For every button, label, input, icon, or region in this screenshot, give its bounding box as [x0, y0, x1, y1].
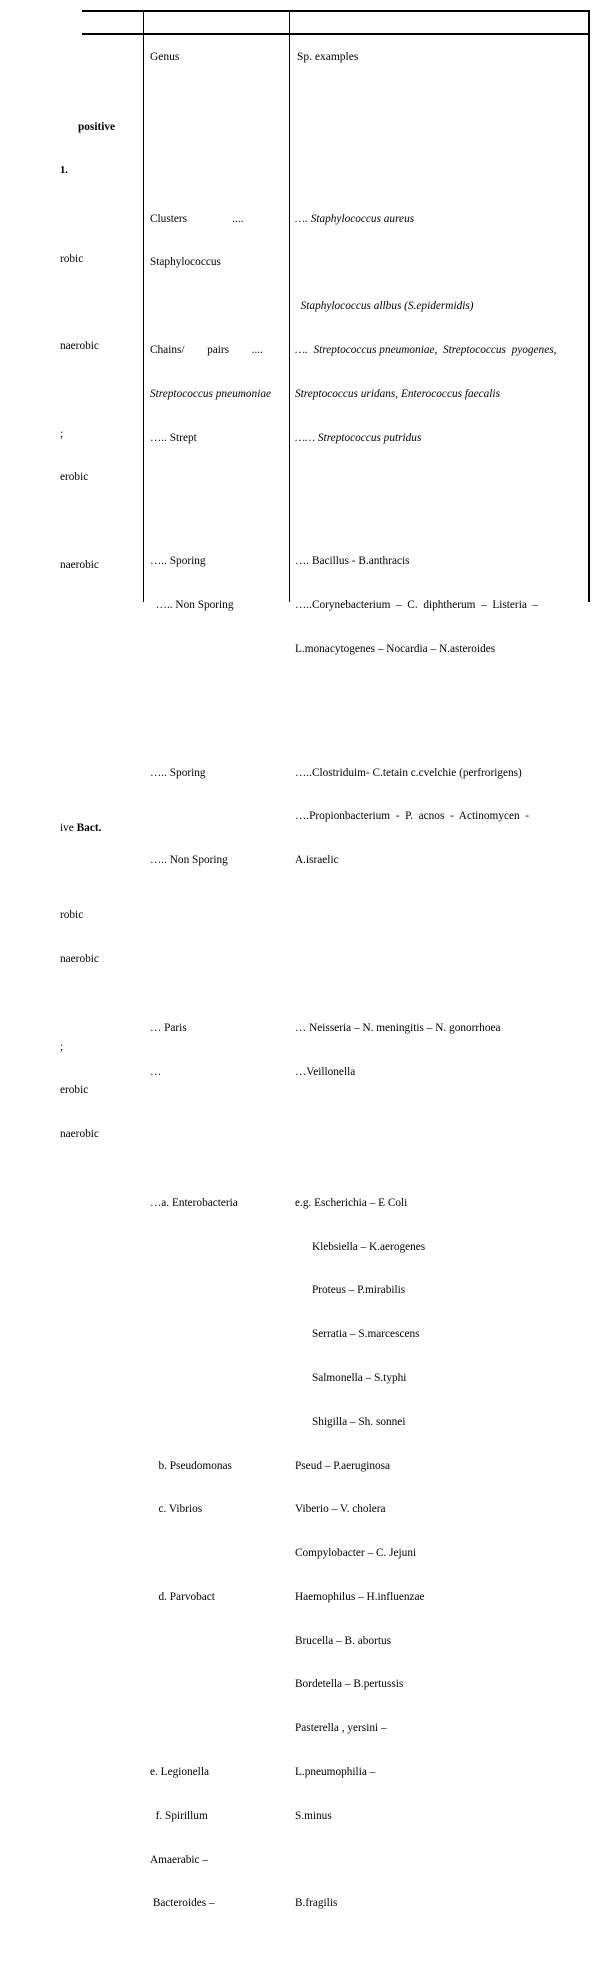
category-line: robic: [60, 909, 84, 922]
spacer: [150, 474, 288, 489]
spacer: [295, 686, 587, 701]
spacer: [150, 1240, 288, 1255]
genus-line: ….. Strept: [150, 431, 197, 444]
category-line: naerobic: [60, 340, 99, 353]
category-line: robic: [60, 252, 84, 265]
category-line: naerobic: [60, 1128, 99, 1141]
sp-line: ….Propionbacterium - P. acnos - Actinomycen -: [295, 810, 530, 823]
category-line: 1.: [60, 164, 68, 176]
sp-line: S.minus: [295, 1809, 332, 1822]
spacer: [150, 1283, 288, 1298]
table-column-genus: [148, 10, 288, 1976]
column-header-category: [60, 46, 142, 52]
sp-line: …..Corynebacterium – C. diphtherum – Listeria –: [295, 599, 539, 612]
sp-line: Bordetella – B.pertussis: [295, 1678, 404, 1691]
spacer: [150, 1546, 288, 1561]
spacer: [150, 1415, 288, 1430]
spacer: [150, 132, 288, 147]
sp-line: L.monacytogenes – Nocardia – N.asteroides: [295, 642, 496, 655]
table-column-category: [60, 10, 142, 1207]
genus-line: e. Legionella: [150, 1766, 209, 1778]
category-cell: [60, 91, 142, 1171]
sp-line: e.g. Escherichia – E Coli: [295, 1196, 408, 1209]
spacer: [295, 132, 587, 147]
genus-line: ….. Sporing: [150, 555, 206, 568]
spacer: [150, 1152, 288, 1167]
sp-line: … Neisseria – N. meningitis – N. gonorrhoea: [295, 1021, 501, 1034]
column-header-sp-examples: Sp. examples: [297, 51, 359, 63]
sp-line: Klebsiella – K.aerogenes: [295, 1240, 426, 1253]
spacer: [295, 1152, 587, 1167]
sp-line: Serratia – S.marcescens: [295, 1328, 420, 1341]
spacer: [150, 518, 288, 525]
category-line: positive: [78, 121, 116, 134]
genus-line: Chains/ pairs ....: [150, 344, 263, 356]
spacer: [60, 514, 142, 529]
spacer: [60, 295, 142, 310]
column-header-genus: Genus: [150, 51, 180, 63]
sp-line: …. Streptococcus pneumoniae, Streptococcus pyogenes,: [295, 344, 557, 356]
genus-line: …: [150, 1065, 162, 1078]
genus-line: d. Parvobact: [150, 1590, 215, 1603]
sp-line: Proteus – P.mirabilis: [295, 1284, 406, 1297]
spacer: [60, 646, 142, 661]
genus-line: ….. Non Sporing: [150, 599, 234, 612]
spacer: [60, 864, 142, 879]
spacer: [295, 897, 587, 912]
spacer: [60, 777, 142, 792]
sp-line: …. Bacillus - B.anthracis: [295, 555, 410, 568]
spacer: [150, 686, 288, 701]
spacer: [60, 689, 142, 704]
spacer: [60, 996, 142, 1011]
sp-line: Staphylococcus allbus (S.epidermidis): [295, 300, 474, 313]
sp-line: Pseud – P.aeruginosa: [295, 1459, 391, 1472]
spacer: [60, 208, 142, 223]
spacer: [295, 1853, 587, 1868]
genus-line: c. Vibrios: [150, 1503, 203, 1516]
sp-line: L.pneumophilia –: [295, 1766, 376, 1778]
spacer: [295, 175, 587, 182]
sp-line: B.fragilis: [295, 1897, 338, 1910]
spacer: [150, 897, 288, 912]
sp-line: A.israelic: [295, 854, 339, 867]
spacer: [295, 1108, 587, 1123]
spacer: [150, 175, 288, 182]
spacer: [150, 1371, 288, 1386]
category-line: ;: [60, 1040, 64, 1053]
genus-line: f. Spirillum: [150, 1809, 208, 1822]
spacer: [150, 1677, 288, 1692]
genus-line: Streptococcus pneumoniae: [150, 387, 271, 400]
spacer: [150, 809, 288, 824]
spacer: [150, 1327, 288, 1342]
genus-cell: [148, 103, 288, 1941]
spacer: [295, 941, 587, 956]
spacer: [150, 985, 288, 992]
sp-line: …..Clostriduim- C.tetain c.cvelchie (perfrorigens): [295, 766, 522, 779]
spacer: [295, 985, 587, 992]
sp-line: …. Staphylococcus aureus: [295, 212, 415, 225]
sp-line: …Veillonella: [295, 1065, 356, 1078]
spacer: [60, 733, 142, 748]
spacer: [60, 602, 142, 617]
genus-line: Amaerabic –: [150, 1853, 209, 1866]
spacer: [295, 518, 587, 525]
genus-line: … Paris: [150, 1021, 187, 1034]
spacer: [150, 1108, 288, 1123]
table-column-divider-2: [289, 10, 290, 602]
genus-line: Clusters ....: [150, 212, 244, 225]
genus-line: ….. Non Sporing: [150, 854, 228, 867]
sp-line: Salmonella – S.typhi: [295, 1371, 407, 1384]
category-line: erobic: [60, 471, 89, 484]
category-line: erobic: [60, 1084, 89, 1097]
category-line-text: ive Bact.: [60, 821, 102, 834]
category-line: naerobic: [60, 953, 99, 966]
genus-line: …a. Enterobacteria: [150, 1196, 238, 1209]
sp-line: …… Streptococcus putridus: [295, 431, 422, 444]
table-column-divider-1: [143, 10, 144, 602]
sp-line: Compylobacter – C. Jejuni: [295, 1547, 417, 1560]
genus-line: Bacteroides –: [150, 1897, 215, 1910]
spacer: [150, 299, 288, 314]
sp-line: Viberio – V. cholera: [295, 1503, 386, 1516]
sp-line: Streptococcus uridans, Enterococcus faecalis: [295, 387, 500, 400]
sp-line: Shigilla – Sh. sonnei: [295, 1415, 406, 1428]
spacer: [150, 1721, 288, 1736]
spacer: [295, 729, 587, 736]
category-line-gram-negative: [60, 821, 142, 836]
genus-line: b. Pseudomonas: [150, 1459, 232, 1472]
spacer: [60, 383, 142, 398]
spacer: [295, 255, 587, 270]
category-line: naerobic: [60, 559, 99, 571]
sp-line: Haemophilus – H.influenzae: [295, 1590, 425, 1603]
sp-examples-cell: [295, 103, 587, 1941]
spacer: [150, 1634, 288, 1649]
spacer: [150, 642, 288, 657]
genus-line: ….. Sporing: [150, 766, 206, 779]
spacer: [150, 941, 288, 956]
genus-line: Staphylococcus: [150, 256, 221, 269]
spacer: [295, 474, 587, 489]
sp-line: Pasterella , yersini –: [295, 1722, 387, 1735]
table-right-border: [588, 10, 590, 602]
spacer: [150, 729, 288, 736]
category-line: ;: [60, 427, 64, 440]
sp-line: Brucella – B. abortus: [295, 1634, 392, 1647]
table-column-sp-examples: [295, 10, 587, 1976]
